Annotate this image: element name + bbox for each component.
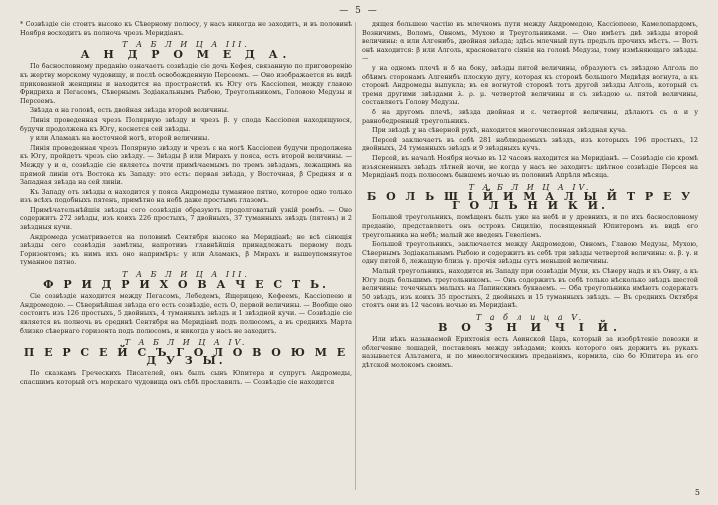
- section-title-fridrich: Ф Р И Д Р И Х О В А Ч Е С Т Ь.: [43, 277, 329, 291]
- section-table-label: Т А Б Л И Ц А IV.: [468, 182, 592, 192]
- section-body-andromeda: [20, 62, 352, 267]
- paragraph: По баснословному преданію означаетъ созвѣздіе сіе дочь Кефея, связанную по приговоренію къ жертву морскому чудовищу, и послѣ освобожденную Персеемъ. — Оно изображается въ видѣ прикованной женщины и находится на пространствѣ къ Югу отъ Кассіопеи, между главою Фридриха и Пегасомъ, Сѣвернымъ Зодіакальнымъ Рыбою, Треугольникомъ, Головою Медузы и Персеемъ.: [20, 62, 352, 105]
- section-table-label: Т а б л и ц а V.: [475, 313, 585, 322]
- paragraph: Линія проведенная чрезъ Полярную звѣзду и чрезъ β. у спода Кассіопеи находящуюся, будучи продолжена къ Югу, коснется сей звѣзды.: [20, 115, 352, 133]
- page-number: — 5 —: [339, 6, 379, 16]
- section-body-triangles: [362, 213, 698, 310]
- paragraph: Персей, въ началѣ Ноября ночью въ 12 часовъ находится на Меридіанѣ. — Созвѣздіе сіе кромѣ изъясненныхъ звѣздъ лѣтней ночи, не когда у насъ не заходитъ: цвѣтное созвѣздіе Персея на Меридіанѣ подъ полюсомъ бывшемъ ночью въ половинѣ Апрѣля мѣсяца.: [362, 153, 698, 180]
- section-table-label: Т А Б Л И Ц А III.: [122, 40, 250, 50]
- paragraph: Большой треугольникъ, заключается между Андромедою, Овномъ, Главою Медузы, Мухою, Сѣвернымъ Зодіакальнымъ Рыбою и содержитъ въ себѣ три звѣзды четвертой величины: α. β. γ. и одну пятой δ, лежащую близь γ. прочія звѣзды сутъ меньшей величины.: [362, 240, 698, 266]
- column-divider: [355, 22, 356, 490]
- paragraph: При звѣздѣ χ на сѣверной рукѣ, находится многочисленная звѣздная куча.: [372, 126, 628, 135]
- paragraph: Или нѣкъ называемой Ерихтонiя есть Аѳинской Царь, который за изобрѣтеніе повозки и облегчение лошадей, поставленъ между звѣздами; коихъ которого онъ держитъ въ рукахъ называется Альтамега, и по миѳологическимъ преданіямъ, кормила, сію бо Юпитера въ его дѣтской молокомъ своимъ.: [362, 335, 698, 369]
- footer-page-number: 5: [694, 488, 700, 497]
- paragraph: Персей заключаетъ въ себѣ 281 наблюдаемыхъ звѣздъ, изъ которыхъ 196 простыхъ, 12 двойныхъ, 24 туманныхъ звѣздъ и 9 звѣздныхъ кучъ.: [362, 135, 698, 153]
- paragraph: Примѣчательнѣйшія звѣзды сего созвѣздія образуютъ продолговатый узкій ромбъ. — Оно содержитъ 272 звѣзды, изъ коихъ 226 простыхъ, 7 двойныхъ, 37 туманныхъ звѣздъ (пятенъ) и 2 звѣздныя кучи.: [20, 205, 352, 232]
- left-column: [20, 20, 352, 387]
- section-title-perseus: П Е Р С Е Й С Ъ Г О Л О В О Ю М Е Д У З Ы.: [23, 345, 349, 368]
- section-title-auriga: В О З Н И Ч І Й.: [438, 320, 622, 334]
- paragraph: По сказкамъ Греческихъ Писателей, онъ былъ сынъ Юпитера и супругъ Андромеды, спасшимъ который отъ морскаго чудовища онъ сѣбѣ прославилъ. — Созвѣздіе сіе находится: [20, 368, 352, 386]
- section-body-auriga: [362, 335, 698, 369]
- paragraph: Звѣзда α на головѣ, есть двойная звѣзда второй величины.: [30, 106, 229, 115]
- paragraph: Малый треугольникъ, находится въ Западу при созвѣздіи Мухи, къ Сѣверу надъ и къ Овну, а къ Югу подъ большимъ треугольникомъ. — Онъ содержитъ въ себѣ только нѣсколько звѣздъ шестой величины: точечныхъ малыхъ на Лапинскимъ букваемъ. — Оба треугольника имѣютъ содержатъ 50 звѣздъ, изъ коихъ 35 простыхъ, 2 двойныхъ и 15 туманныхъ звѣздъ. — Въ среднихъ Октября стоятъ они въ 12 часовъ ночью въ Меридіанѣ.: [362, 267, 698, 310]
- section-body-perseus-continued: [362, 20, 698, 180]
- section-table-label: Т А Б Л И Ц А IV.: [124, 338, 248, 348]
- paragraph: Къ Западу отъ звѣзды α находится у пояса Андромеды туманное пятно, которое одно только изъ всѣхъ подобныхъ пятенъ, примѣтно на небѣ даже простымъ глазомъ.: [20, 187, 352, 205]
- section-body-perseus: [20, 369, 352, 386]
- paragraph: дящея большею частію въ млечномъ пути между Андромедою, Кассіопеею, Камелопардомъ, Возничимъ, Воломъ, Овномъ, Мухою и Треугольниками. — Оно имѣетъ двѣ звѣзды второй величины: α или Алгенибъ, двойная звѣзда; здѣсь млечный путь предълъ прочихъ мѣстъ. — Вотъ онѣ находится: β или Алголь, красноватаго сіянія на головѣ Медузы, тому измѣняющаго звѣзды. —: [362, 20, 698, 63]
- section-title-triangles: Б О Л Ь Ш І Й И М А Л Ы Й Т Р Е У Г О Л Ь Н И К И.: [366, 190, 694, 212]
- paragraph: Сіе созвѣздіе находится между Пегасомъ, Лебедемъ, Ящерицею, Кефеемъ, Кассіопеею и Андромедою. — Сѣвернѣйшая звѣзда его есть созвѣздіе, есть О, первой величины. — Вообще оно состоитъ изъ 126 простыхъ, 5 двойныхъ, 4 туманныхъ звѣздъ и 1 звѣздной кучи. — Созвѣздіе сіе является въ полночь въ срединѣ Сентября на Меридіанѣ подъ полюсомъ, а въ среднихъ Марта близко сѣвернаго горизонта подъ полюсомъ, и никогда у насъ не заходитъ.: [20, 292, 352, 335]
- section-title-andromeda: А Н Д Р О М Е Д А.: [80, 47, 292, 61]
- right-column: [362, 20, 698, 371]
- paragraph: Андромеда усматривается на половинѣ Сентября высоко на Меридіанѣ; не всѣ сіяющія звѣзды сего созвѣздія замѣтны, напротивъ главнѣйшія принадлежатъ первому подъ Горизонтомъ; къ нимъ ихъ оно напримѣръ: у или Аламакъ, β Мирахъ и вышеупомянутое туманное пятно.: [20, 232, 352, 267]
- paragraph: Большой треугольникъ, помѣщенъ былъ уже на небѣ и у древнихъ, и по ихъ баснословному преданію, представляетъ онъ островъ Сицилію, посвященный Юпитеромъ въ видѣ его треугольника на небѣ; малый же введенъ Гевеліемъ.: [362, 213, 698, 239]
- section-body-fridrich: [20, 292, 352, 335]
- paragraph: у или Аламакъ на восточной ногѣ, второй величины.: [30, 134, 210, 143]
- paragraph: δ на другомъ плечѣ, звѣзда двойная и ε. четвертой величины, дѣлаютъ съ α и у равнобедренный треугольникъ.: [362, 107, 698, 125]
- paragraph: у на одномъ плечѣ и δ на боку, звѣзды пятой величины, образуютъ съ звѣздою Алголь по обѣимъ сторонамъ Алгенибъ плоскую дугу, которая къ сторонѣ большого Медвѣдя вогнута, а къ сторонѣ Андромеды выпукла; въ ея вогнутой сторонѣ тотъ другой звѣзды Алголь, который съ тремя другими звѣздами λ. ρ. μ. четвертой величины и съ звѣздою ω. пятой величины, составляетъ Голову Медузы.: [362, 63, 698, 107]
- intro-paragraph: * Созвѣздіе сіе стоитъ высоко къ Сѣверному полюсу, у насъ никогда не заходитъ, и въ половинѣ Ноября восходитъ въ полночь чрезъ Меридіанъ.: [20, 20, 352, 37]
- section-table-label: Т А Б Л И Ц А III.: [122, 270, 250, 280]
- paragraph: Линія проведенная чрезъ Полярную звѣзду и чрезъ ε на ногѣ Кассіопеи будучи продолжена къ Югу, пройдетъ чрезъ сію звѣзду. — Звѣзды β или Мирахъ у пояса, есть второй величины. — Между γ и α, созвѣздіе сіе являетсѧ почти примѣчаемымъ по тремъ звѣздамъ, лежащимъ на прямой линіи отъ Востока къ Западу: это есть: первая звѣзда, у Восточная, β Средняя и α Западная звѣзда на сей линіи.: [20, 143, 352, 187]
